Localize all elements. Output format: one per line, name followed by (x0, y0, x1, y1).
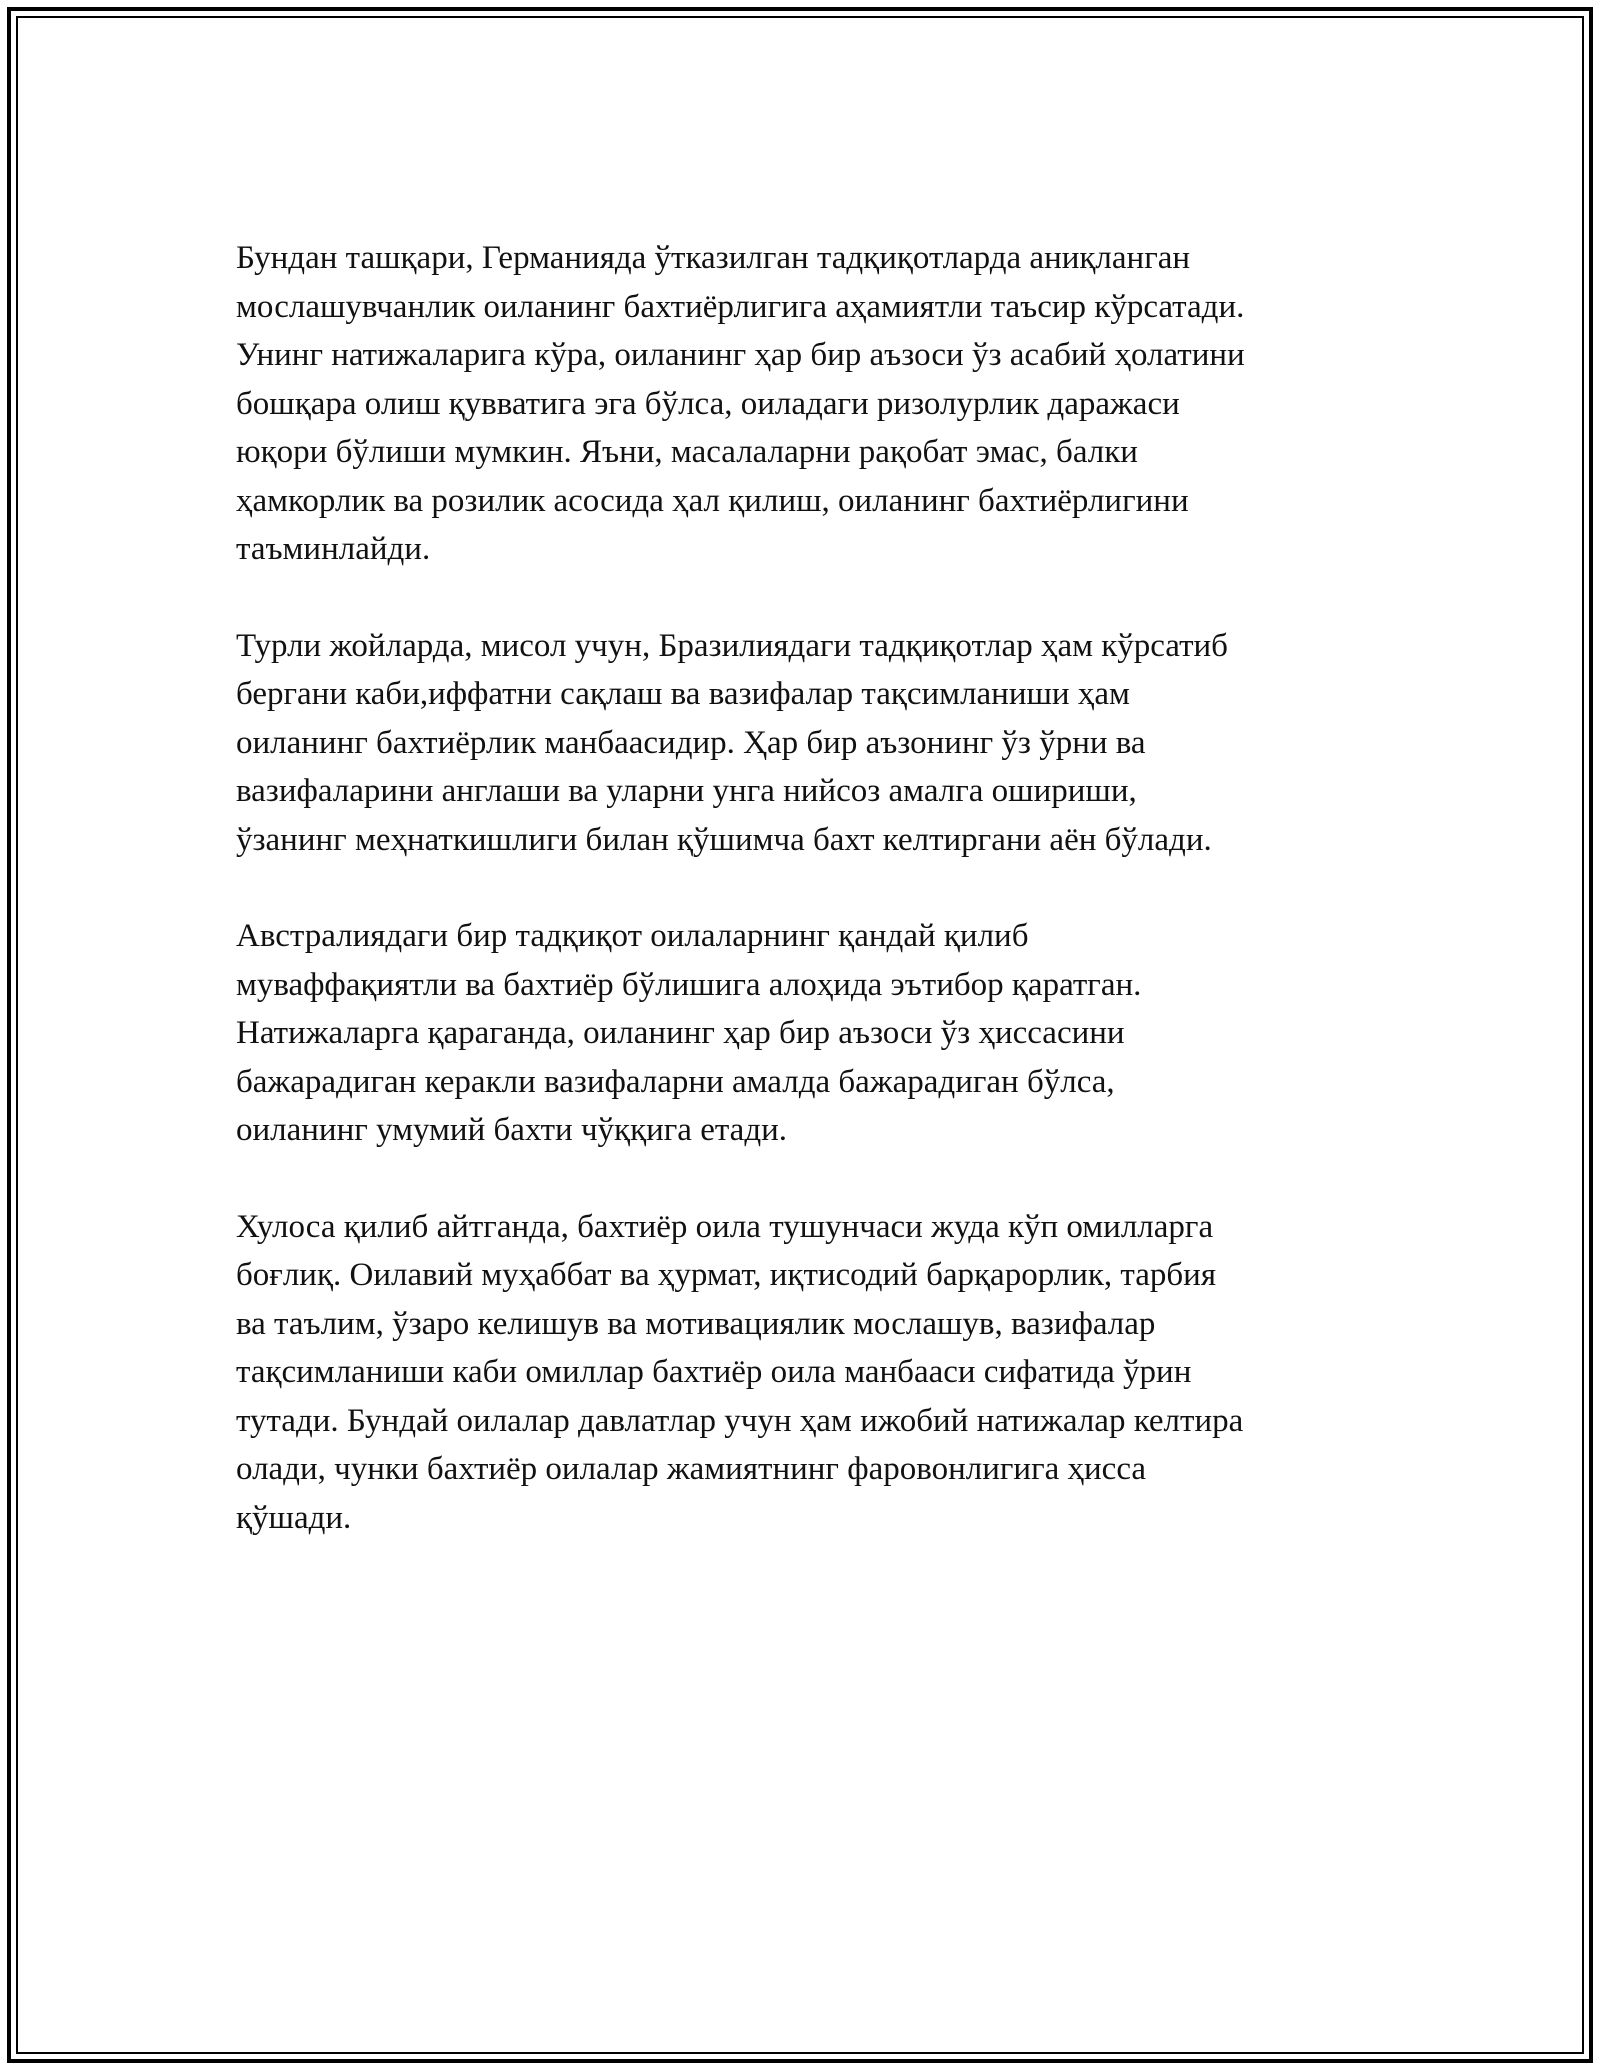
paragraph-germany-study: Бундан ташқари, Германияда ўтказилган тадқиқотларда аниқланган мослашувчанлик оиланинг бахтиёрлигига аҳамиятли таъсир кўрсатади. Унинг натижаларига кўра, оиланинг ҳар бир аъзоси ўз асабий ҳолатини бошқара олиш қувватига эга бўлса, оиладаги ризолурлик даражаси юқори бўлиши мумкин. Яъни, масалаларни рақобат эмас, балки ҳамкорлик ва розилик асосида ҳал қилиш, оиланинг бахтиёрлигини таъминлайди. (236, 240, 1245, 567)
document-body (236, 234, 1396, 1590)
paragraph-brazil-study: Турли жойларда, мисол учун, Бразилиядаги тадқиқотлар ҳам кўрсатиб бергани каби,иффатни сақлаш ва вазифалар тақсимланиши ҳам оиланинг бахтиёрлик манбаасидир. Ҳар бир аъзонинг ўз ўрни ва вазифаларини англаши ва уларни унга нийсоз амалга ошириши, ўзанинг меҳнаткишлиги билан қўшимча бахт келтиргани аён бўлади. (236, 627, 1228, 858)
paragraph-conclusion: Хулоса қилиб айтганда, бахтиёр оила тушунчаси жуда кўп омилларга боғлиқ. Оилавий муҳаббат ва ҳурмат, иқтисодий барқарорлик, тарбия ва таълим, ўзаро келишув ва мотивациялик мослашув, вазифалар тақсимланиши каби омиллар бахтиёр оила манбааси сифатида ўрин тутади. Бундай оилалар давлатлар учун ҳам ижобий натижалар келтира олади, чунки бахтиёр оилалар жамиятнинг фаровонлигига ҳисса қўшади. (236, 1208, 1244, 1536)
paragraph-australia-study: Австралиядаги бир тадқиқот оилаларнинг қандай қилиб муваффақиятли ва бахтиёр бўлишига алоҳида эътибор қаратган. Натижаларга қараганда, оиланинг ҳар бир аъзоси ўз ҳиссасини бажарадиган керакли вазифаларни амалда бажарадиган бўлса, оиланинг умумий бахти чўққига етади. (236, 918, 1142, 1148)
